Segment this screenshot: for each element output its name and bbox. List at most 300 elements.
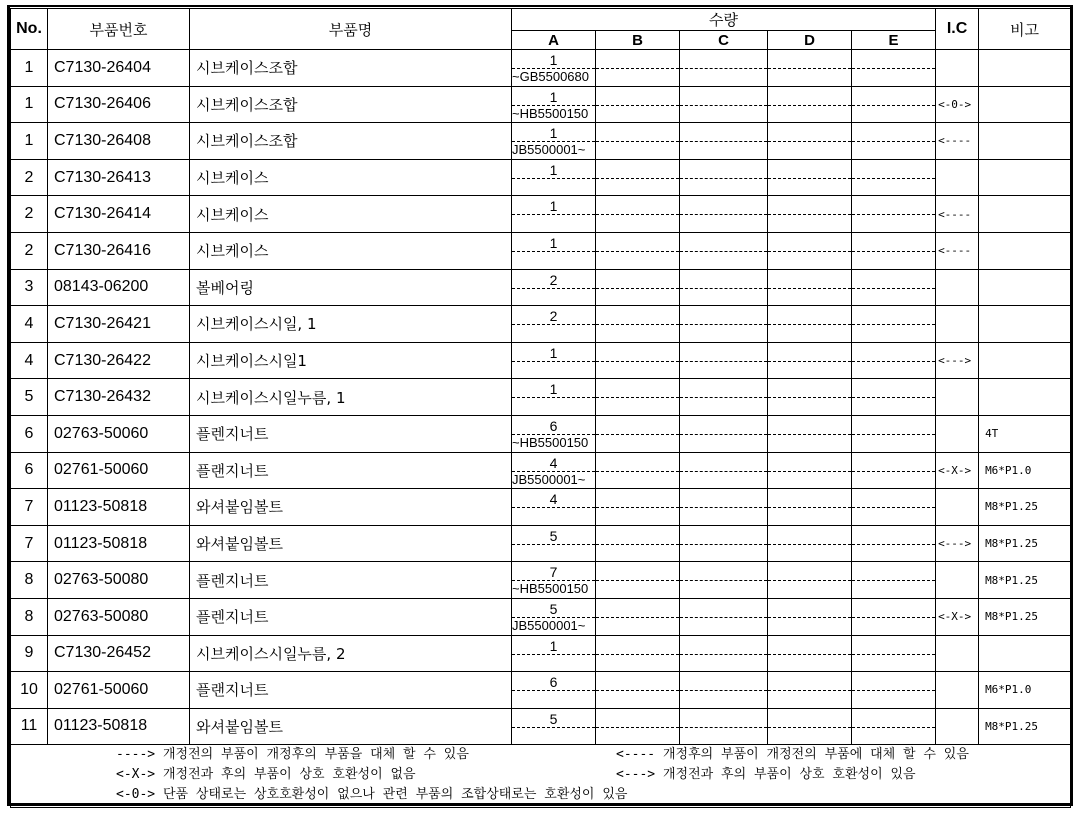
table-row (11, 562, 1071, 599)
part-name: 시브케이스 (190, 159, 512, 196)
qty-divider (680, 324, 767, 325)
qty-d-cell (768, 269, 852, 306)
part-number: 02763-50060 (48, 415, 190, 452)
qty-divider (768, 288, 851, 289)
qty-divider (680, 397, 767, 398)
part-number: 01123-50818 (48, 708, 190, 745)
interchangeability-code (936, 672, 979, 709)
qty-d-cell (768, 342, 852, 379)
qty-e-cell (852, 452, 936, 489)
qty-a-cell (512, 123, 596, 160)
interchangeability-code (936, 489, 979, 526)
qty-divider (768, 361, 851, 362)
qty-a-value: 2 (549, 308, 558, 325)
qty-divider (596, 288, 679, 289)
qty-c-cell (680, 708, 768, 745)
qty-divider (680, 507, 767, 508)
row-number: 2 (11, 159, 48, 196)
qty-b-cell (596, 635, 680, 672)
qty-c-cell (680, 489, 768, 526)
qty-divider (852, 654, 935, 655)
row-number: 6 (11, 452, 48, 489)
qty-divider (680, 288, 767, 289)
remarks (979, 196, 1071, 233)
qty-c-cell (680, 232, 768, 269)
part-number: C7130-26452 (48, 635, 190, 672)
remarks (979, 232, 1071, 269)
interchangeability-code: <---- (936, 196, 979, 233)
part-name: 시브케이스 (190, 196, 512, 233)
part-name: 시브케이스조합 (190, 86, 512, 123)
qty-divider (768, 324, 851, 325)
remarks: M8*P1.25 (979, 598, 1071, 635)
qty-divider (680, 580, 767, 581)
qty-divider (768, 580, 851, 581)
interchangeability-code: <-X-> (936, 598, 979, 635)
qty-a-value: 5 (549, 600, 558, 617)
serial-range: JB5500001~ (512, 617, 586, 633)
qty-b-cell (596, 415, 680, 452)
qty-a-value: 5 (549, 710, 558, 727)
qty-c-cell (680, 525, 768, 562)
sheet-top-strip (7, 0, 1073, 7)
interchangeability-code (936, 562, 979, 599)
qty-c-cell (680, 672, 768, 709)
qty-divider (768, 471, 851, 472)
row-number: 8 (11, 562, 48, 599)
table-row (11, 232, 1071, 269)
interchangeability-code: <---> (936, 342, 979, 379)
qty-e-cell (852, 306, 936, 343)
qty-divider (768, 690, 851, 691)
part-number: C7130-26432 (48, 379, 190, 416)
qty-divider (852, 397, 935, 398)
part-name: 플렌지너트 (190, 598, 512, 635)
qty-divider (852, 544, 935, 545)
table-row (11, 50, 1071, 87)
qty-d-cell (768, 159, 852, 196)
qty-d-cell (768, 123, 852, 160)
qty-divider (596, 544, 679, 545)
qty-divider (680, 105, 767, 106)
qty-c-cell (680, 50, 768, 87)
qty-divider (852, 507, 935, 508)
qty-divider (768, 544, 851, 545)
qty-d-cell (768, 598, 852, 635)
qty-a-cell (512, 635, 596, 672)
table-row (11, 452, 1071, 489)
serial-range (512, 252, 595, 267)
header-quantity: 수량 (512, 9, 936, 31)
qty-d-cell (768, 50, 852, 87)
interchangeability-code (936, 306, 979, 343)
qty-divider (768, 105, 851, 106)
qty-b-cell (596, 708, 680, 745)
table-row (11, 635, 1071, 672)
qty-divider (852, 141, 935, 142)
row-number: 6 (11, 415, 48, 452)
remarks (979, 635, 1071, 672)
qty-divider (680, 544, 767, 545)
legend-line-replace-forward: ----> 개정전의 부품이 개정후의 부품을 대체 할 수 있음 (116, 747, 469, 763)
qty-b-cell (596, 196, 680, 233)
remarks (979, 379, 1071, 416)
part-name: 시브케이스시일, 1 (190, 306, 512, 343)
qty-e-cell (852, 159, 936, 196)
qty-divider (680, 654, 767, 655)
row-number: 10 (11, 672, 48, 709)
serial-range (512, 289, 595, 304)
qty-divider (852, 105, 935, 106)
qty-c-cell (680, 123, 768, 160)
qty-c-cell (680, 415, 768, 452)
qty-divider (768, 727, 851, 728)
qty-divider (596, 361, 679, 362)
interchangeability-code: <---> (936, 525, 979, 562)
qty-divider (768, 434, 851, 435)
row-number: 5 (11, 379, 48, 416)
row-number: 4 (11, 342, 48, 379)
qty-a-value: 1 (549, 234, 558, 251)
qty-a-value: 6 (549, 674, 558, 691)
part-number: 01123-50818 (48, 525, 190, 562)
qty-e-cell (852, 342, 936, 379)
part-number: 02763-50080 (48, 562, 190, 599)
row-number: 2 (11, 196, 48, 233)
qty-d-cell (768, 672, 852, 709)
qty-d-cell (768, 379, 852, 416)
qty-c-cell (680, 635, 768, 672)
qty-c-cell (680, 452, 768, 489)
qty-e-cell (852, 196, 936, 233)
qty-a-cell (512, 232, 596, 269)
remarks (979, 306, 1071, 343)
qty-e-cell (852, 708, 936, 745)
qty-a-cell (512, 708, 596, 745)
qty-c-cell (680, 562, 768, 599)
qty-divider (768, 251, 851, 252)
remarks (979, 50, 1071, 87)
qty-e-cell (852, 489, 936, 526)
qty-d-cell (768, 562, 852, 599)
interchangeability-code (936, 415, 979, 452)
part-name: 플랜지너트 (190, 452, 512, 489)
serial-range (512, 545, 595, 560)
header-remarks: 비고 (979, 9, 1071, 50)
qty-divider (596, 397, 679, 398)
qty-divider (852, 690, 935, 691)
qty-a-cell (512, 598, 596, 635)
qty-d-cell (768, 86, 852, 123)
parts-table (10, 8, 1071, 808)
remarks: M6*P1.0 (979, 452, 1071, 489)
qty-a-value: 1 (549, 161, 558, 178)
qty-a-value: 4 (549, 491, 558, 508)
part-number: C7130-26406 (48, 86, 190, 123)
remarks: M8*P1.25 (979, 489, 1071, 526)
qty-c-cell (680, 196, 768, 233)
qty-divider (680, 727, 767, 728)
part-name: 시브케이스시일1 (190, 342, 512, 379)
interchangeability-code (936, 708, 979, 745)
qty-divider (596, 434, 679, 435)
table-row (11, 708, 1071, 745)
qty-divider (852, 727, 935, 728)
serial-range (512, 508, 595, 523)
qty-divider (680, 361, 767, 362)
table-row (11, 525, 1071, 562)
qty-a-cell (512, 672, 596, 709)
header-col-a: A (512, 31, 596, 50)
serial-range: JB5500001~ (512, 142, 586, 158)
qty-divider (768, 141, 851, 142)
qty-divider (680, 141, 767, 142)
qty-b-cell (596, 672, 680, 709)
part-name: 시브케이스시일누름, 1 (190, 379, 512, 416)
interchangeability-code (936, 269, 979, 306)
qty-divider (596, 727, 679, 728)
table-row (11, 379, 1071, 416)
qty-b-cell (596, 379, 680, 416)
qty-divider (852, 580, 935, 581)
qty-divider (596, 471, 679, 472)
remarks (979, 269, 1071, 306)
qty-divider (596, 214, 679, 215)
qty-e-cell (852, 379, 936, 416)
qty-a-value: 5 (549, 527, 558, 544)
qty-a-cell (512, 342, 596, 379)
qty-divider (852, 361, 935, 362)
qty-divider (768, 214, 851, 215)
qty-e-cell (852, 635, 936, 672)
row-number: 1 (11, 50, 48, 87)
part-number: 01123-50818 (48, 489, 190, 526)
qty-e-cell (852, 86, 936, 123)
qty-a-value: 1 (549, 637, 558, 654)
qty-divider (596, 654, 679, 655)
interchangeability-code (936, 379, 979, 416)
qty-divider (852, 324, 935, 325)
serial-range (512, 325, 595, 340)
qty-b-cell (596, 123, 680, 160)
qty-c-cell (680, 306, 768, 343)
part-number: C7130-26422 (48, 342, 190, 379)
remarks: M8*P1.25 (979, 525, 1071, 562)
qty-c-cell (680, 159, 768, 196)
qty-divider (680, 214, 767, 215)
part-name: 시브케이스 (190, 232, 512, 269)
qty-b-cell (596, 525, 680, 562)
qty-b-cell (596, 598, 680, 635)
qty-d-cell (768, 452, 852, 489)
part-number: C7130-26404 (48, 50, 190, 87)
part-number: C7130-26414 (48, 196, 190, 233)
qty-e-cell (852, 562, 936, 599)
row-number: 9 (11, 635, 48, 672)
qty-d-cell (768, 525, 852, 562)
remarks: 4T (979, 415, 1071, 452)
part-name: 시브케이스시일누름, 2 (190, 635, 512, 672)
qty-divider (852, 617, 935, 618)
qty-b-cell (596, 50, 680, 87)
qty-c-cell (680, 86, 768, 123)
serial-range (512, 691, 595, 706)
qty-b-cell (596, 306, 680, 343)
part-name: 플렌지너트 (190, 562, 512, 599)
qty-a-value: 1 (549, 52, 558, 68)
remarks (979, 159, 1071, 196)
qty-c-cell (680, 598, 768, 635)
qty-divider (596, 141, 679, 142)
qty-a-cell (512, 196, 596, 233)
qty-divider (852, 68, 935, 69)
table-row (11, 598, 1071, 635)
serial-range (512, 179, 595, 194)
qty-b-cell (596, 489, 680, 526)
qty-divider (596, 251, 679, 252)
qty-d-cell (768, 306, 852, 343)
qty-d-cell (768, 708, 852, 745)
qty-divider (768, 178, 851, 179)
qty-divider (596, 690, 679, 691)
qty-divider (680, 690, 767, 691)
header-ic: I.C (936, 9, 979, 50)
qty-a-cell (512, 50, 596, 87)
header-col-d: D (768, 31, 852, 50)
qty-divider (596, 617, 679, 618)
header-part-name: 부품명 (190, 9, 512, 50)
part-number: 02761-50060 (48, 452, 190, 489)
header-col-c: C (680, 31, 768, 50)
qty-d-cell (768, 489, 852, 526)
qty-b-cell (596, 562, 680, 599)
qty-divider (852, 214, 935, 215)
row-number: 1 (11, 86, 48, 123)
qty-divider (768, 507, 851, 508)
qty-e-cell (852, 415, 936, 452)
qty-a-value: 1 (549, 344, 558, 361)
table-row (11, 123, 1071, 160)
qty-a-cell (512, 306, 596, 343)
qty-b-cell (596, 159, 680, 196)
qty-divider (852, 251, 935, 252)
part-name: 시브케이스조합 (190, 123, 512, 160)
qty-divider (596, 178, 679, 179)
qty-divider (596, 507, 679, 508)
interchangeability-code: <---- (936, 232, 979, 269)
row-number: 11 (11, 708, 48, 745)
qty-a-value: 1 (549, 198, 558, 215)
qty-a-cell (512, 525, 596, 562)
table-row (11, 159, 1071, 196)
qty-a-value: 1 (549, 88, 558, 105)
qty-a-cell (512, 415, 596, 452)
qty-divider (596, 105, 679, 106)
qty-divider (852, 178, 935, 179)
qty-divider (680, 471, 767, 472)
serial-range (512, 398, 595, 413)
table-row (11, 269, 1071, 306)
serial-range: ~HB5500150 (512, 581, 589, 597)
header-col-e: E (852, 31, 936, 50)
row-number: 4 (11, 306, 48, 343)
qty-d-cell (768, 635, 852, 672)
qty-divider (768, 68, 851, 69)
header-no: No. (11, 9, 48, 50)
qty-divider (596, 68, 679, 69)
qty-divider (680, 434, 767, 435)
qty-b-cell (596, 232, 680, 269)
remarks: M6*P1.0 (979, 672, 1071, 709)
serial-range: ~HB5500150 (512, 434, 589, 450)
row-number: 7 (11, 525, 48, 562)
qty-a-value: 6 (549, 417, 558, 434)
qty-a-cell (512, 269, 596, 306)
row-number: 8 (11, 598, 48, 635)
interchangeability-code: <---- (936, 123, 979, 160)
qty-b-cell (596, 269, 680, 306)
part-name: 와셔붙임볼트 (190, 708, 512, 745)
remarks: M8*P1.25 (979, 562, 1071, 599)
qty-a-cell (512, 379, 596, 416)
table-row (11, 489, 1071, 526)
part-number: 08143-06200 (48, 269, 190, 306)
part-number: C7130-26421 (48, 306, 190, 343)
table-row (11, 415, 1071, 452)
qty-e-cell (852, 50, 936, 87)
qty-a-cell (512, 562, 596, 599)
qty-a-value: 2 (549, 271, 558, 288)
qty-a-cell (512, 86, 596, 123)
qty-b-cell (596, 452, 680, 489)
qty-divider (680, 68, 767, 69)
qty-e-cell (852, 598, 936, 635)
legend (11, 745, 1071, 808)
qty-divider (680, 251, 767, 252)
qty-a-cell (512, 489, 596, 526)
part-number: C7130-26416 (48, 232, 190, 269)
table-row (11, 86, 1071, 123)
qty-a-cell (512, 452, 596, 489)
part-name: 플랜지너트 (190, 672, 512, 709)
qty-d-cell (768, 232, 852, 269)
serial-range (512, 655, 595, 670)
part-name: 플렌지너트 (190, 415, 512, 452)
qty-e-cell (852, 525, 936, 562)
legend-line-assembly-only: <-0-> 단품 상태로는 상호호환성이 없으나 관련 부품의 조합상태로는 호환성이 있음 (116, 787, 628, 803)
interchangeability-code (936, 159, 979, 196)
table-row (11, 672, 1071, 709)
serial-range (512, 728, 595, 743)
table-row (11, 342, 1071, 379)
row-number: 1 (11, 123, 48, 160)
qty-a-value: 7 (549, 564, 558, 581)
interchangeability-code: <-0-> (936, 86, 979, 123)
qty-e-cell (852, 123, 936, 160)
part-name: 와셔붙임볼트 (190, 525, 512, 562)
qty-divider (768, 617, 851, 618)
qty-divider (852, 288, 935, 289)
qty-c-cell (680, 342, 768, 379)
remarks (979, 86, 1071, 123)
qty-divider (680, 178, 767, 179)
qty-b-cell (596, 86, 680, 123)
row-number: 7 (11, 489, 48, 526)
header-part-number: 부품번호 (48, 9, 190, 50)
qty-a-value: 1 (549, 381, 558, 398)
row-number: 3 (11, 269, 48, 306)
qty-e-cell (852, 672, 936, 709)
